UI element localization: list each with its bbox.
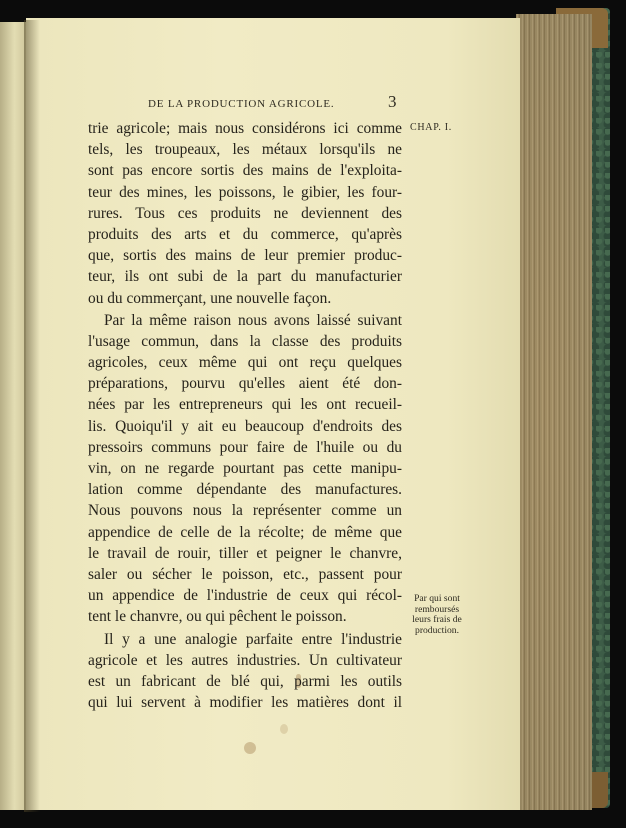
foxing-spot [244,742,256,754]
text-line: tels, les troupeaux, les métaux lorsqu'ils ne [88,141,402,159]
text-line: Il y a une analogie parfaite entre l'industrie [104,630,402,648]
text-line: trie agricole; mais nous considérons ici comme [88,120,402,137]
text-line: sont pas encore sortis des mains de l'exploita- [88,162,402,180]
text-line: que, sortis des mains de leur premier produc- [88,247,402,265]
text-line: l'usage commun, dans la classe des produits [88,332,402,350]
text-line: Nous pouvons nous la représenter comme un [88,502,402,520]
text-line: saler ou sécher le poisson, etc., passent pour [88,565,402,583]
page-number: 3 [388,92,397,111]
sidenote-line: Par qui sont [414,593,460,604]
gutter-shadow [24,20,40,812]
text-line: lis. Quoiqu'il y ait eu beaucoup d'endroits des [88,417,402,435]
text-line: Par la même raison nous avons laissé suivant [104,311,402,329]
text-line: teur, ils ont subi de la part du manufacturier [88,268,402,286]
paragraph-2 [88,310,402,628]
text-line: produits des arts et du commerce, qu'après [88,225,402,243]
paragraph-1 [88,118,402,309]
text-line: est un fabricant de blé qui, parmi les outils [88,672,402,690]
text-line: vin, on ne regarde pourtant pas cette manipu- [88,460,402,477]
running-head: DE LA PRODUCTION AGRICOLE. [148,98,335,110]
text-line: ou du commerçant, une nouvelle façon. [88,289,332,307]
text-line: pressoirs communs pour faire de l'huile ou du [88,438,402,456]
text-line: appendice de celle de la récolte; de même que [88,523,402,541]
text-line: qui lui servent à modifier les matières dont il [88,694,402,712]
text-line: agricoles, ceux même qui ont reçu quelques [88,354,402,372]
page-fore-edge [516,14,592,810]
sidenote-line: production. [415,624,459,636]
sidenote-line: remboursés [414,603,460,615]
body-text [88,118,402,713]
text-line: préparations, pourvu qu'elles aient été don- [88,375,402,393]
text-line: rures. Tous ces produits ne deviennent des [88,204,402,222]
text-line: un appendice de l'industrie de ceux qui récol- [88,587,402,605]
text-line: le travail de rouir, tiller et peigner le chanvre, [88,544,402,562]
text-line: nées par les entrepreneurs qui les ont recueil- [88,396,402,414]
text-line: tent le chanvre, ou qui pêchent le poisson. [88,608,347,626]
foxing-spot [280,724,288,734]
sidenote-line: leurs frais de [412,614,462,625]
paragraph-3 [88,629,402,714]
margin-sidenote [406,594,468,636]
text-line: lation comme dépendante des manufactures. [88,481,402,499]
text-line: agricole et les autres industries. Un cultivateur [88,651,402,669]
text-line: teur des mines, les poissons, le gibier, les four- [88,183,402,201]
chapter-marker: CHAP. I. [410,122,452,133]
facing-page-edge [0,22,27,810]
